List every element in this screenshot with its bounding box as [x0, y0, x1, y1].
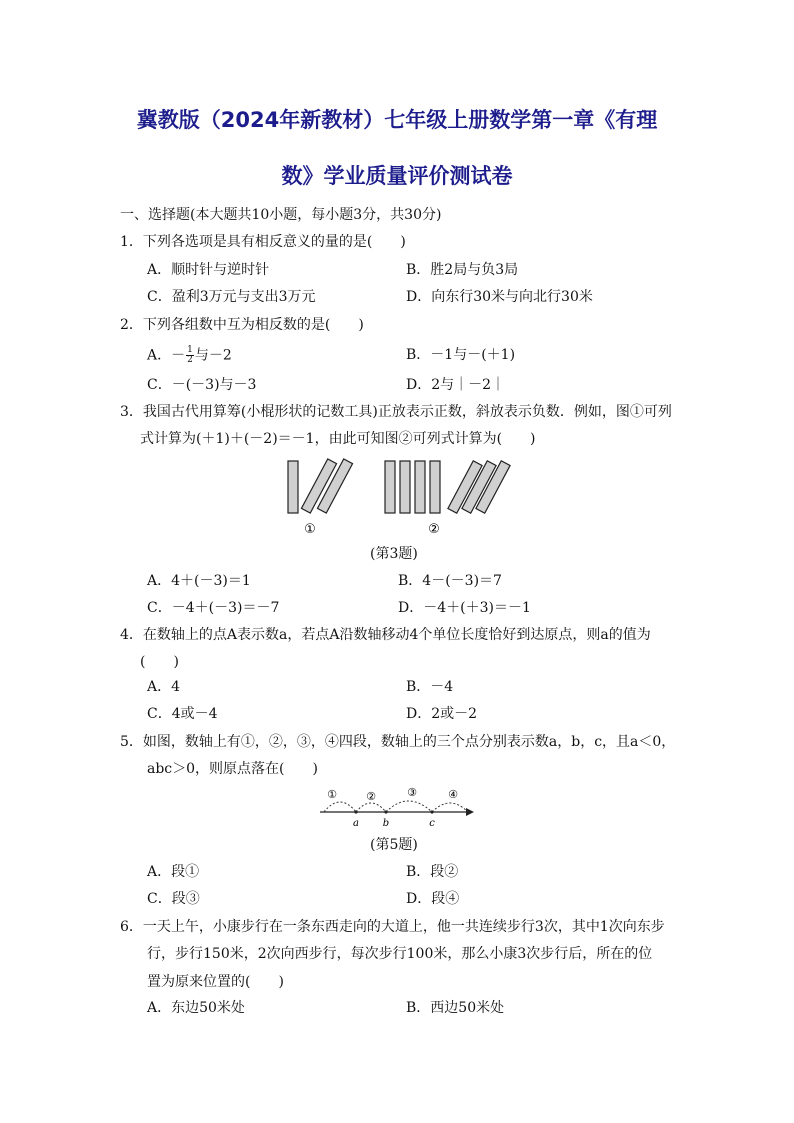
- q3-stem-line-2: 式计算为(＋1)＋(－2)＝－1，由此可知图②可列式计算为( ): [140, 431, 536, 447]
- page-title-line-2: 数》学业质量评价测试卷: [281, 164, 513, 188]
- segment-arc: [356, 803, 386, 812]
- fraction-denominator: 2: [187, 355, 193, 365]
- q1-option-d: D．向东行30米与向北行30米: [406, 289, 593, 305]
- q4-stem-line-1: 4．在数轴上的点A表示数a，若点A沿数轴移动4个单位长度恰好到达原点，则a的值为: [120, 627, 651, 643]
- q2-option-a: [147, 346, 232, 365]
- q6-option-a: A．东边50米处: [147, 1000, 245, 1016]
- point-b-label: b: [382, 818, 390, 829]
- rod-upright: [430, 461, 440, 513]
- q4-option-b: B．－4: [406, 679, 454, 695]
- q1-option-b: B．胜2局与负3局: [406, 262, 519, 278]
- rod-upright: [400, 461, 410, 513]
- number-line-arrow: [466, 808, 474, 816]
- q6-stem-line-1: 6．一天上午，小康步行在一条东西走向的大道上，他一共连续步行3次，其中1次向东步: [120, 919, 665, 935]
- q1-stem: 1．下列各选项是具有相反意义的量的是( ): [120, 234, 406, 250]
- q2-option-b: B．－1与－(＋1): [406, 347, 516, 363]
- page-title-line-1: 冀教版（2024年新教材）七年级上册数学第一章《有理: [136, 108, 658, 132]
- q3-option-a: A．4＋(－3)＝1: [147, 573, 251, 589]
- q6-option-b: B．西边50米处: [406, 1000, 505, 1016]
- segment-label-3: ③: [407, 786, 417, 799]
- q6-stem-line-2: 行，步行150米，2次向西步行，每次步行100米，那么小康3次步行后，所在的位: [147, 946, 653, 962]
- q4-option-a: A．4: [147, 679, 181, 695]
- rod-upright: [288, 461, 298, 513]
- rod-upright: [385, 461, 395, 513]
- fraction-numerator: 1: [187, 345, 193, 355]
- q5-option-c: C．段③: [147, 891, 200, 907]
- point-a: [354, 810, 357, 813]
- q3-caption: (第3题): [370, 546, 418, 562]
- point-c-label: c: [429, 818, 435, 829]
- q3-option-b: B．4－(－3)＝7: [398, 573, 502, 589]
- point-c: [430, 810, 433, 813]
- fraction: [186, 346, 194, 365]
- q3-counting-rods-figure: [280, 455, 520, 545]
- segment-arc: [386, 801, 432, 812]
- figure-2-label: ②: [428, 522, 440, 537]
- q1-option-a: A．顺时针与逆时针: [147, 262, 270, 278]
- point-a-label: a: [353, 818, 359, 829]
- q4-stem-line-2: ( ): [140, 654, 179, 670]
- segment-label-2: ②: [366, 790, 376, 803]
- point-b: [384, 810, 387, 813]
- q4-option-c: C．4或－4: [147, 706, 218, 722]
- q2-option-c: C．－(－3)与－3: [147, 377, 257, 393]
- q3-stem-line-1: 3．我国古代用算筹(小棍形状的记数工具)正放表示正数，斜放表示负数．例如，图①可列: [120, 404, 672, 420]
- segment-arc: [324, 802, 356, 812]
- q4-option-d: D．2或－2: [406, 706, 478, 722]
- q5-stem-line-2: abc＞0，则原点落在( ): [147, 761, 318, 777]
- q5-option-b: B．段②: [406, 864, 459, 880]
- q5-caption: (第5题): [370, 837, 418, 853]
- q5-number-line-figure: [316, 784, 478, 830]
- q2-option-a-prefix: A．－: [147, 347, 186, 364]
- segment-arc: [432, 803, 468, 812]
- q5-option-d: D．段④: [406, 891, 460, 907]
- q2-option-a-suffix: 与－2: [194, 347, 232, 364]
- q3-option-d: D．－4＋(＋3)＝－1: [398, 600, 531, 616]
- rod-upright: [415, 461, 425, 513]
- figure-1-label: ①: [304, 522, 316, 537]
- q2-stem: 2．下列各组数中互为相反数的是( ): [120, 317, 364, 333]
- q1-option-c: C．盈利3万元与支出3万元: [147, 289, 316, 305]
- section-heading: 一、选择题(本大题共10小题，每小题3分，共30分): [120, 207, 442, 223]
- q6-stem-line-3: 置为原来位置的( ): [147, 974, 284, 990]
- q5-option-a: A．段①: [147, 864, 200, 880]
- segment-label-4: ④: [448, 788, 458, 801]
- q2-option-d: D．2与｜－2｜: [406, 377, 506, 393]
- segment-label-1: ①: [327, 788, 337, 801]
- q5-stem-line-1: 5．如图，数轴上有①，②，③，④四段，数轴上的三个点分别表示数a，b，c，且a＜0，: [120, 734, 676, 750]
- q3-option-c: C．－4＋(－3)＝－7: [147, 600, 280, 616]
